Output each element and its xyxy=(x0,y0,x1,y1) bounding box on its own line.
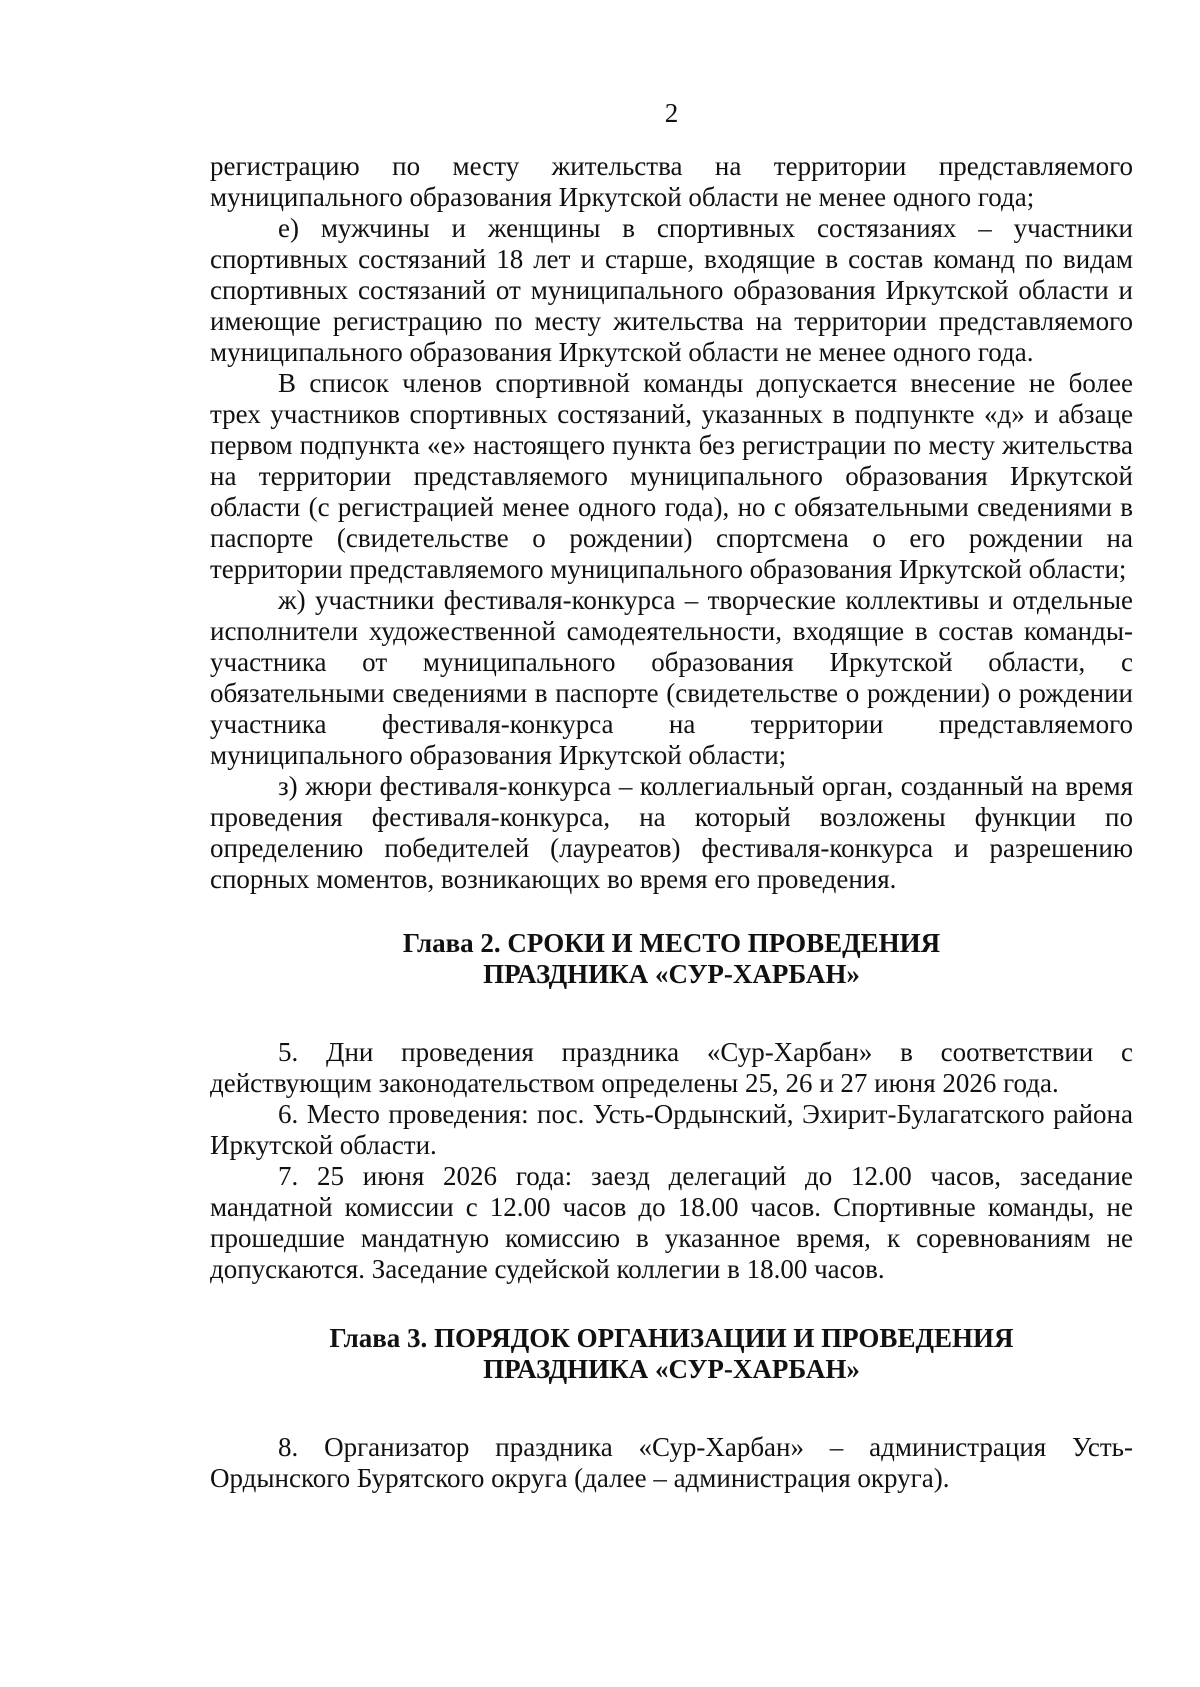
chapter-2-heading xyxy=(210,928,1133,990)
chapter-2-title-line2: ПРАЗДНИКА «СУР-ХАРБАН» xyxy=(483,959,860,989)
paragraph-item-6: 6. Место проведения: пос. Усть-Ордынский, Эхирит-Булагатского района Иркутской области. xyxy=(210,1099,1133,1160)
paragraph-item-7: 7. 25 июня 2026 года: заезд делегаций до 12.00 часов, заседание мандатной комиссии с 12.00 часов до 18.00 часов. Спортивные команды, не прошедшие мандатную комиссию в указанное время, к соревнованиям не допускаются. Заседание судейской коллегии в 18.00 часов. xyxy=(210,1161,1133,1284)
chapter-3-title-line1: Глава 3. ПОРЯДОК ОРГАНИЗАЦИИ И ПРОВЕДЕНИЯ xyxy=(329,1323,1014,1353)
paragraph-item-z: з) жюри фестиваля-конкурса – коллегиальный орган, созданный на время проведения фестиваля-конкурса, на который возложены функции по определению победителей (лауреатов) фестиваля-конкурса и разрешению спорных моментов, возникающих во время его проведения. xyxy=(210,771,1133,894)
paragraph-item-8: 8. Организатор праздника «Сур-Харбан» – администрация Усть-Ордынского Бурятского округа (далее – администрация округа). xyxy=(210,1432,1133,1493)
section-definitions xyxy=(210,151,1133,895)
paragraph-registration-continued: регистрацию по месту жительства на территории представляемого муниципального образования Иркутской области не менее одного года; xyxy=(210,151,1133,212)
paragraph-team-list: В список членов спортивной команды допускается внесение не более трех участников спортивных состязаний, указанных в подпункте «д» и абзаце первом подпункта «е» настоящего пункта без регистрации по месту жительства на территории представляемого муниципального образования Иркутской области (с регистрацией менее одного года), но с обязательными сведениями в паспорте (свидетельстве о рождении) спортсмена о его рождении на территории представляемого муниципального образования Иркутской области; xyxy=(210,368,1133,584)
paragraph-item-5: 5. Дни проведения праздника «Сур-Харбан» в соответствии с действующим законодательством определены 25, 26 и 27 июня 2026 года. xyxy=(210,1037,1133,1098)
section-dates-place xyxy=(210,1037,1133,1285)
section-organization xyxy=(210,1432,1133,1494)
paragraph-item-e: е) мужчины и женщины в спортивных состязаниях – участники спортивных состязаний 18 лет и старше, входящие в состав команд по видам спортивных состязаний от муниципального образования Иркутской области и имеющие регистрацию по месту жительства на территории представляемого муниципального образования Иркутской области не менее одного года. xyxy=(210,213,1133,367)
page-number: 2 xyxy=(664,98,679,128)
paragraph-item-zh: ж) участники фестиваля-конкурса – творческие коллективы и отдельные исполнители художественной самодеятельности, входящие в состав команды-участника от муниципального образования Иркутской области, с обязательными сведениями в паспорте (свидетельстве о рождении) о рождении участника фестиваля-конкурса на территории представляемого муниципального образования Иркутской области; xyxy=(210,585,1133,770)
document-page xyxy=(210,96,1133,1494)
chapter-2-title-line1: Глава 2. СРОКИ И МЕСТО ПРОВЕДЕНИЯ xyxy=(402,928,941,958)
chapter-3-title-line2: ПРАЗДНИКА «СУР-ХАРБАН» xyxy=(483,1354,860,1384)
chapter-3-heading xyxy=(210,1323,1133,1385)
